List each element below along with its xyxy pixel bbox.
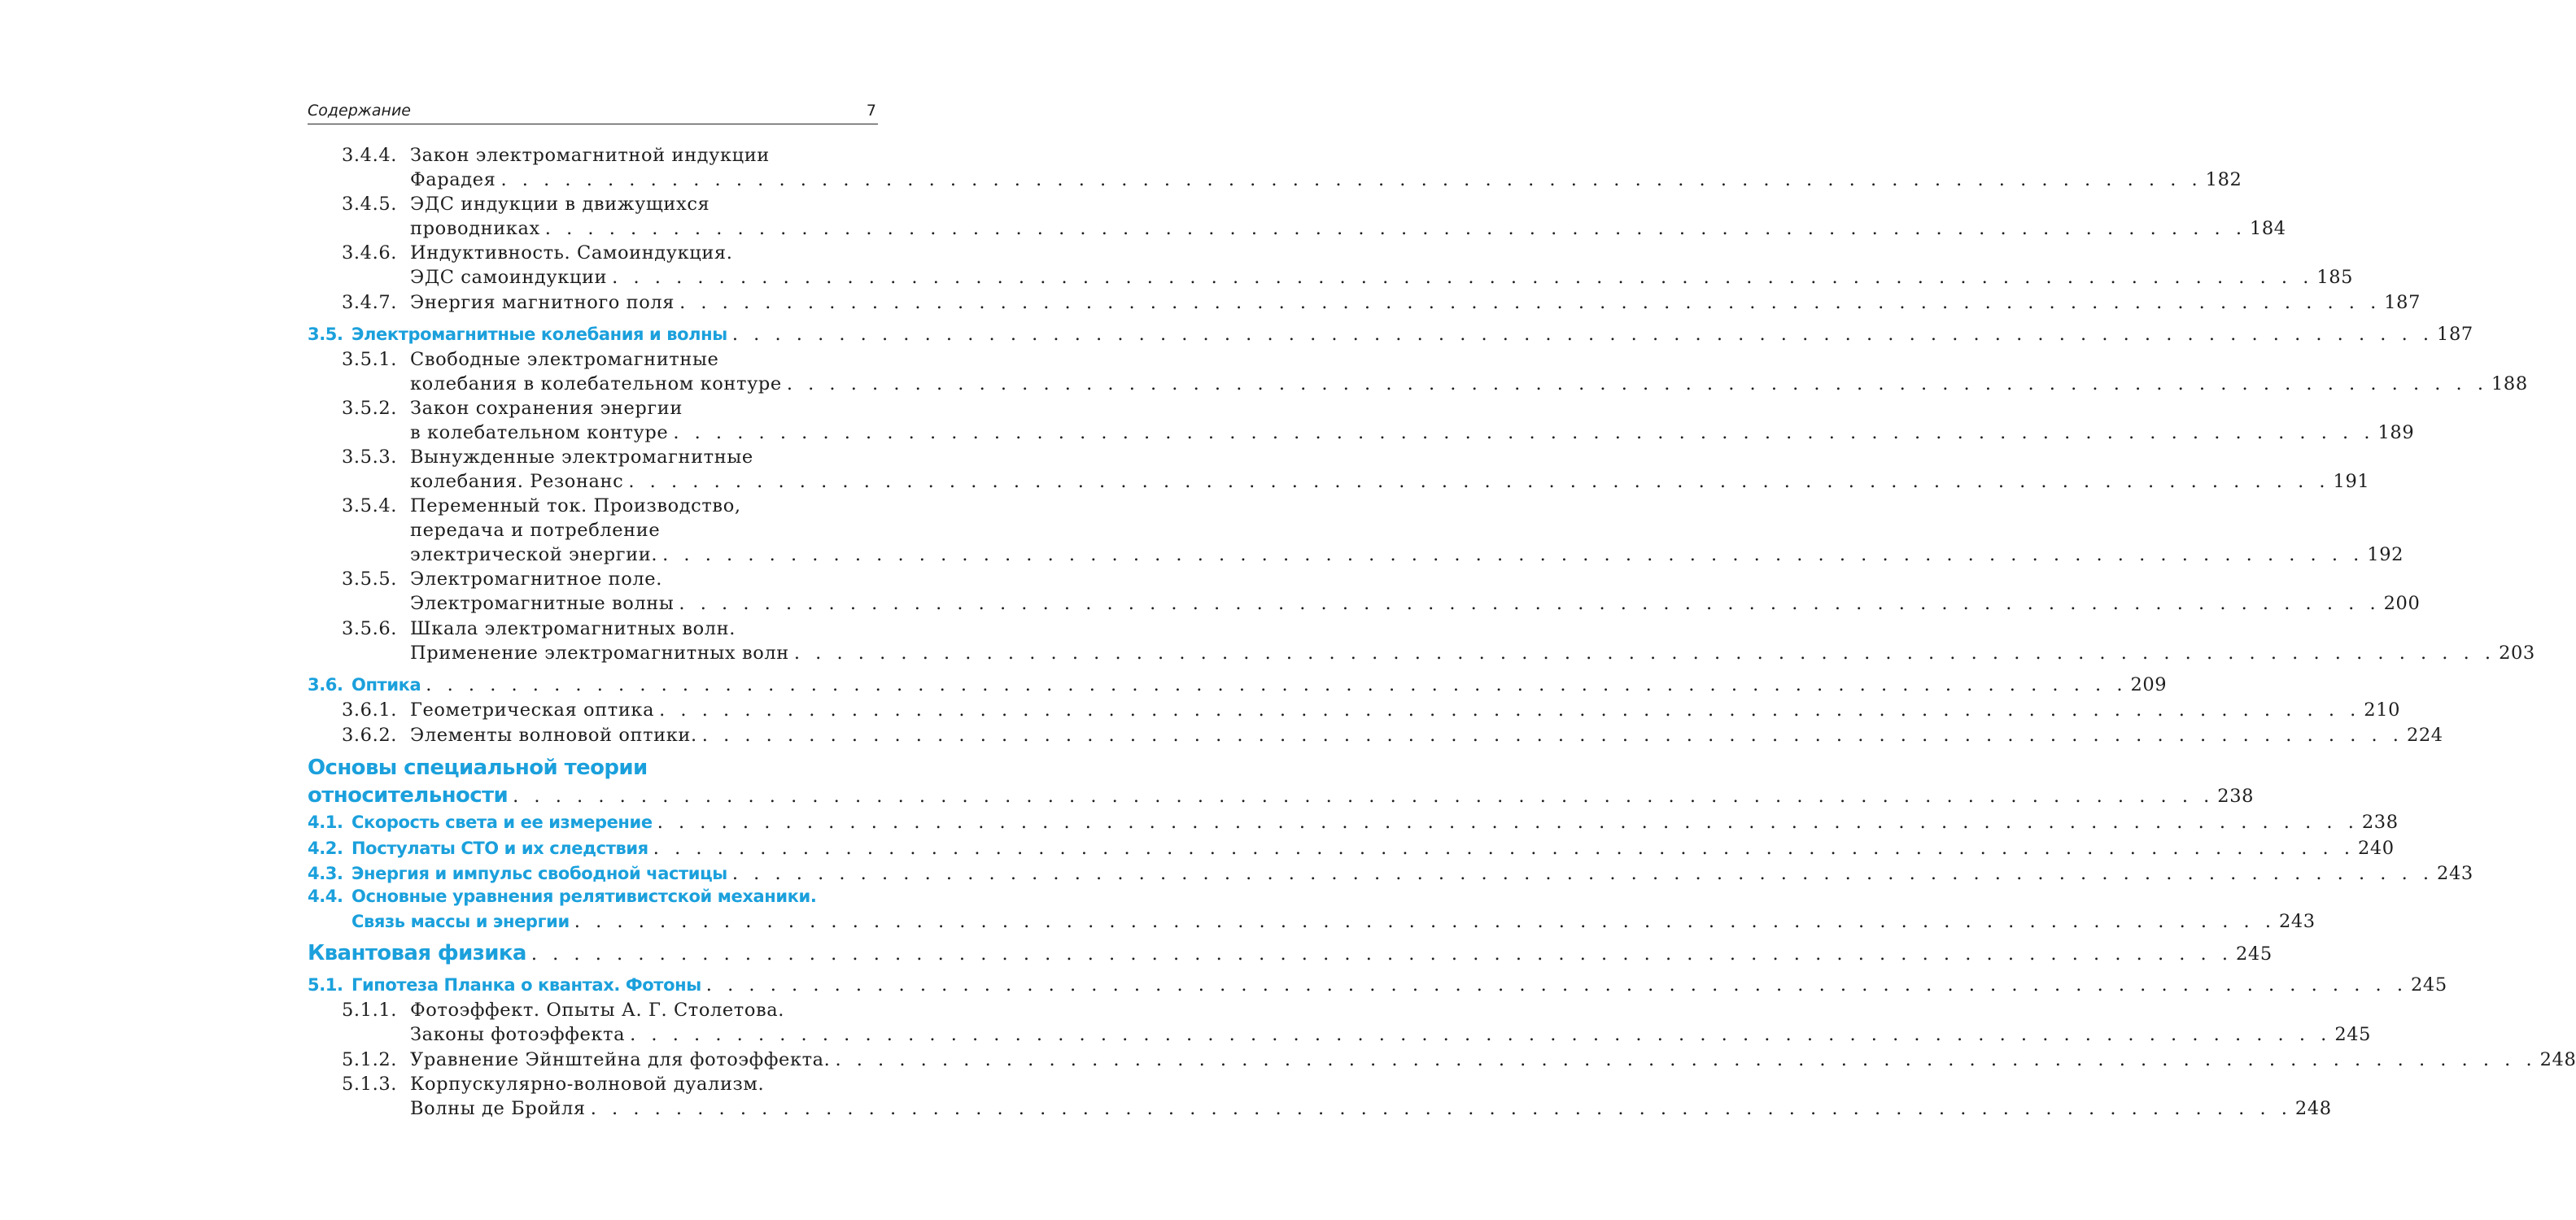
toc-entry-title: ЭДС индукции в движущихся	[410, 194, 710, 215]
toc-entry-sec[interactable]	[308, 673, 2168, 698]
toc-entry-title: Вынужденные электромагнитные	[410, 447, 753, 468]
dot-leader: . . . . . . . . . . . . . . . . . . . . . . . . . . . . . . . . . . . . . . . . . . . . . . . . . . . . . . . . . . . . . . . . . . . . . . . . . . . . . . . .	[662, 544, 2364, 566]
toc-entry-line	[308, 909, 2316, 935]
toc-entry-number: 4.4.	[308, 887, 343, 906]
toc-entry-line	[308, 265, 2354, 290]
toc-entry-number: 3.4.5.	[342, 194, 398, 215]
toc-entry-chap[interactable]	[308, 939, 2273, 967]
toc-entry-page: 248	[2294, 1098, 2332, 1120]
toc-entry-title: Связь массы и энергии	[351, 912, 570, 931]
toc-entry-title: Энергия и импульс свободной частицы	[351, 864, 727, 883]
toc-entry-number: 3.4.4.	[342, 145, 398, 166]
toc-entry-sub[interactable]	[308, 1048, 2576, 1072]
toc-entry-number: 3.6.2.	[342, 725, 398, 746]
toc-entry-title: Индуктивность. Самоиндукция.	[410, 242, 733, 264]
toc-entry-title: колебания. Резонанс	[410, 471, 624, 493]
toc-entry-sec[interactable]	[308, 836, 2395, 861]
dot-leader: . . . . . . . . . . . . . . . . . . . . . . . . . . . . . . . . . . . . . . . . . . . . . . . . . . . . . . . . . . . . . . . . . . . . . . . . . . . . . . . .	[513, 786, 2215, 807]
toc-entry-sub[interactable]	[308, 241, 2354, 290]
toc-entry-page: 238	[2217, 786, 2255, 807]
toc-entry-page: 245	[2334, 1024, 2372, 1046]
toc-entry-title: Оптика	[351, 675, 421, 695]
dot-leader: . . . . . . . . . . . . . . . . . . . . . . . . . . . . . . . . . . . . . . . . . . . . . . . . . . . . . . . . . . . . . . . . . . . . . . . . . . . . . . . .	[786, 373, 2489, 395]
toc-entry-line	[308, 396, 878, 420]
toc-entry-title: Электромагнитные колебания и волны	[351, 325, 727, 344]
toc-entry-page: 245	[2236, 943, 2273, 965]
toc-entry-title: Основы специальной теории	[308, 756, 648, 780]
toc-entry-line	[308, 290, 2421, 315]
toc-entry-sec[interactable]	[308, 884, 2316, 935]
toc-entry-line	[308, 542, 2404, 567]
toc-entry-number: 3.5.2.	[342, 398, 398, 419]
dot-leader: . . . . . . . . . . . . . . . . . . . . . . . . . . . . . . . . . . . . . . . . . . . . . . . . . . . . . . . . . . . . . . . . . . . . . . . . . . . . . . . .	[701, 725, 2404, 746]
toc-entry-title: Законы фотоэффекта	[410, 1024, 626, 1046]
dot-leader: . . . . . . . . . . . . . . . . . . . . . . . . . . . . . . . . . . . . . . . . . . . . . . . . . . . . . . . . . . . . . . . . . . . . . . . . . . . . . . . .	[426, 674, 2128, 695]
toc-entry-number: 5.1.2.	[342, 1049, 398, 1070]
toc-entry-page: 209	[2130, 674, 2168, 695]
toc-entry-page: 224	[2406, 725, 2443, 746]
toc-entry-page: 188	[2491, 373, 2528, 395]
toc-entry-line	[308, 1072, 878, 1096]
toc-entry-page: 185	[2316, 267, 2354, 289]
toc-entry-line	[308, 216, 2286, 241]
toc-entry-page: 210	[2364, 699, 2401, 721]
toc-entry-number: 4.2.	[308, 839, 343, 858]
toc-entry-line	[308, 698, 2401, 722]
toc-entry-number: 3.5.4.	[342, 495, 398, 516]
dot-leader: . . . . . . . . . . . . . . . . . . . . . . . . . . . . . . . . . . . . . . . . . . . . . . . . . . . . . . . . . . . . . . . . . . . . . . . . . . . . . . . .	[679, 593, 2381, 615]
dot-leader: . . . . . . . . . . . . . . . . . . . . . . . . . . . . . . . . . . . . . . . . . . . . . . . . . . . . . . . . . . . . . . . . . . . . . . . . . . . . . . . .	[835, 1049, 2537, 1070]
toc-entry-line	[308, 518, 878, 542]
toc-entry-title: Закон сохранения энергии	[410, 398, 683, 419]
dot-leader: . . . . . . . . . . . . . . . . . . . . . . . . . . . . . . . . . . . . . . . . . . . . . . . . . . . . . . . . . . . . . . . . . . . . . . . . . . . . . . . .	[673, 422, 2375, 444]
toc-entry-number: 3.5.1.	[342, 349, 398, 370]
toc-entry-line	[308, 420, 2415, 445]
running-header	[308, 99, 878, 124]
toc-entry-line	[308, 673, 2168, 698]
toc-entry-line	[308, 445, 878, 469]
toc-entry-line	[308, 641, 2535, 665]
toc-entry-sub[interactable]	[308, 998, 2372, 1047]
toc-entry-title: Скорость света и ее измерение	[351, 813, 653, 832]
dot-leader: . . . . . . . . . . . . . . . . . . . . . . . . . . . . . . . . . . . . . . . . . . . . . . . . . . . . . . . . . . . . . . . . . . . . . . . . . . . . . . . .	[574, 911, 2276, 932]
toc-entry-title: Свободные электромагнитные	[410, 349, 719, 370]
toc-entry-line	[308, 782, 2255, 809]
toc-entry-page: 243	[2437, 863, 2473, 884]
toc-entry-page: 245	[2410, 974, 2447, 996]
toc-entry-number: 4.1.	[308, 813, 343, 832]
toc-entry-sub[interactable]	[308, 290, 2421, 315]
toc-entry-page: 189	[2377, 422, 2415, 444]
toc-entry-title: Закон электромагнитной индукции	[410, 145, 770, 166]
toc-entry-title: Шкала электромагнитных волн.	[410, 618, 736, 639]
toc-entry-page: 243	[2278, 911, 2316, 932]
toc-entry-number: 3.4.7.	[342, 292, 398, 313]
toc-entry-sec[interactable]	[308, 322, 2473, 347]
dot-leader: . . . . . . . . . . . . . . . . . . . . . . . . . . . . . . . . . . . . . . . . . . . . . . . . . . . . . . . . . . . . . . . . . . . . . . . . . . . . . . . .	[659, 699, 2361, 721]
dot-leader: . . . . . . . . . . . . . . . . . . . . . . . . . . . . . . . . . . . . . . . . . . . . . . . . . . . . . . . . . . . . . . . . . . . . . . . . . . . . . . . .	[653, 838, 2355, 859]
toc-entry-line	[308, 723, 2443, 747]
toc-entry-page: 240	[2357, 838, 2395, 859]
toc-entry-title: в колебательном контуре	[410, 422, 669, 444]
toc-entry-line	[308, 861, 2473, 887]
toc-entry-number: 3.5.6.	[342, 618, 398, 639]
toc-entry-sub[interactable]	[308, 347, 2528, 396]
toc-entry-line	[308, 1022, 2372, 1047]
toc-entry-number: 3.5.5.	[342, 569, 398, 590]
toc-entry-line	[308, 884, 878, 909]
toc-entry-line	[308, 998, 878, 1022]
toc-entry-title: Гипотеза Планка о квантах. Фотоны	[351, 975, 701, 995]
toc-entry-sub[interactable]	[308, 698, 2401, 722]
toc-entry-title: Уравнение Эйнштейна для фотоэффекта.	[410, 1049, 831, 1070]
toc-entry-line	[308, 836, 2395, 861]
toc-entry-sub[interactable]	[308, 1072, 2332, 1121]
dot-leader: . . . . . . . . . . . . . . . . . . . . . . . . . . . . . . . . . . . . . . . . . . . . . . . . . . . . . . . . . . . . . . . . . . . . . . . . . . . . . . . .	[731, 863, 2434, 884]
dot-leader: . . . . . . . . . . . . . . . . . . . . . . . . . . . . . . . . . . . . . . . . . . . . . . . . . . . . . . . . . . . . . . . . . . . . . . . . . . . . . . . .	[590, 1098, 2292, 1120]
toc-entry-line	[308, 617, 878, 641]
toc-entry-title: Фарадея	[410, 169, 496, 191]
toc-entry-sub[interactable]	[308, 445, 2370, 494]
toc-entry-title: Электромагнитные волны	[410, 593, 675, 615]
toc-entry-sub[interactable]	[308, 396, 2415, 445]
dot-leader: . . . . . . . . . . . . . . . . . . . . . . . . . . . . . . . . . . . . . . . . . . . . . . . . . . . . . . . . . . . . . . . . . . . . . . . . . . . . . . . .	[628, 471, 2330, 493]
toc-entry-title: Применение электромагнитных волн	[410, 643, 789, 664]
dot-leader: . . . . . . . . . . . . . . . . . . . . . . . . . . . . . . . . . . . . . . . . . . . . . . . . . . . . . . . . . . . . . . . . . . . . . . . . . . . . . . . .	[731, 324, 2434, 345]
toc-entry-title: колебания в колебательном контуре	[410, 373, 782, 395]
dot-leader: . . . . . . . . . . . . . . . . . . . . . . . . . . . . . . . . . . . . . . . . . . . . . . . . . . . . . . . . . . . . . . . . . . . . . . . . . . . . . . . .	[630, 1024, 2332, 1046]
toc-entry-number: 3.6.1.	[342, 699, 398, 721]
toc-entry-title: Фотоэффект. Опыты А. Г. Столетова.	[410, 1000, 785, 1021]
toc-entry-line	[308, 494, 878, 518]
toc-entry-title: Энергия магнитного поля	[410, 292, 675, 313]
toc-entry-title: Квантовая физика	[308, 941, 526, 965]
toc-entry-title: Корпускулярно-волновой дуализм.	[410, 1074, 765, 1095]
toc-entry-sub[interactable]	[308, 143, 2242, 192]
toc-entry-line	[308, 754, 878, 782]
toc-entry-line	[308, 143, 878, 168]
running-header-title: Содержание	[308, 102, 411, 120]
toc-entry-line	[308, 168, 2242, 192]
toc-entry-number: 3.4.6.	[342, 242, 398, 264]
toc-entry-title: Элементы волновой оптики.	[410, 725, 697, 746]
toc-entry-page: 200	[2383, 593, 2421, 615]
toc-entry-title: передача и потребление	[410, 520, 661, 542]
toc-entry-sub[interactable]	[308, 723, 2443, 747]
dot-leader: . . . . . . . . . . . . . . . . . . . . . . . . . . . . . . . . . . . . . . . . . . . . . . . . . . . . . . . . . . . . . . . . . . . . . . . . . . . . . . . .	[679, 292, 2382, 313]
toc-entry-sec[interactable]	[308, 861, 2473, 887]
toc-entry-sub[interactable]	[308, 617, 2535, 665]
dot-leader: . . . . . . . . . . . . . . . . . . . . . . . . . . . . . . . . . . . . . . . . . . . . . . . . . . . . . . . . . . . . . . . . . . . . . . . . . . . . . . . .	[793, 643, 2496, 664]
toc-entry-line	[308, 1096, 2332, 1121]
toc-entry-page: 187	[2384, 292, 2421, 313]
toc-entry-chap[interactable]	[308, 754, 2255, 809]
dot-leader: . . . . . . . . . . . . . . . . . . . . . . . . . . . . . . . . . . . . . . . . . . . . . . . . . . . . . . . . . . . . . . . . . . . . . . . . . . . . . . . .	[500, 169, 2203, 191]
page-number: 7	[866, 102, 876, 120]
toc-entry-number: 5.1.3.	[342, 1074, 398, 1095]
toc-entry-line	[308, 591, 2421, 616]
toc-entry-title: электрической энергии.	[410, 544, 658, 566]
toc-entry-line	[308, 1048, 2576, 1072]
toc-entry-page: 191	[2333, 471, 2370, 493]
toc-entry-number: 4.3.	[308, 864, 343, 883]
toc-entry-line	[308, 469, 2370, 494]
dot-leader: . . . . . . . . . . . . . . . . . . . . . . . . . . . . . . . . . . . . . . . . . . . . . . . . . . . . . . . . . . . . . . . . . . . . . . . . . . . . . . . .	[705, 974, 2408, 996]
toc-entry-page: 238	[2361, 812, 2399, 833]
toc-entry-title: Геометрическая оптика	[410, 699, 655, 721]
toc-entry-line	[308, 939, 2273, 967]
toc-entry-page: 182	[2205, 169, 2242, 191]
toc-entry-title: Волны де Бройля	[410, 1098, 586, 1120]
toc-entry-sub[interactable]	[308, 192, 2286, 241]
toc-entry-number: 5.1.	[308, 975, 343, 995]
toc-entry-sec[interactable]	[308, 973, 2447, 998]
toc-entry-sub[interactable]	[308, 494, 2404, 568]
toc-entry-number: 3.6.	[308, 675, 343, 695]
dot-leader: . . . . . . . . . . . . . . . . . . . . . . . . . . . . . . . . . . . . . . . . . . . . . . . . . . . . . . . . . . . . . . . . . . . . . . . . . . . . . . . .	[544, 218, 2246, 240]
toc-entry-title: Основные уравнения релятивистской механики.	[351, 887, 817, 906]
toc-entry-title: Переменный ток. Производство,	[410, 495, 741, 516]
toc-entry-line	[308, 192, 878, 216]
toc-entry-page: 248	[2539, 1049, 2576, 1070]
toc-entry-sec[interactable]	[308, 810, 2399, 835]
toc-entry-title: относительности	[308, 783, 509, 808]
toc-entry-number: 3.5.3.	[342, 447, 398, 468]
dot-leader: . . . . . . . . . . . . . . . . . . . . . . . . . . . . . . . . . . . . . . . . . . . . . . . . . . . . . . . . . . . . . . . . . . . . . . . . . . . . . . . .	[530, 943, 2233, 965]
toc-entry-title: Постулаты СТО и их следствия	[351, 839, 648, 858]
toc-entry-line	[308, 372, 2528, 396]
toc-entry-title: проводниках	[410, 218, 540, 240]
toc-entry-number: 5.1.1.	[342, 1000, 398, 1021]
toc-entry-page: 203	[2499, 643, 2535, 664]
toc-entry-line	[308, 810, 2399, 835]
toc-entry-page: 184	[2249, 218, 2286, 240]
toc-entry-line	[308, 973, 2447, 998]
toc-entry-page: 192	[2367, 544, 2404, 566]
toc-entry-line	[308, 567, 878, 591]
toc-entry-line	[308, 347, 878, 372]
toc-entry-title: ЭДС самоиндукции	[410, 267, 608, 289]
toc-entry-number: 3.5.	[308, 325, 343, 344]
toc-entry-line	[308, 241, 878, 265]
toc-entry-sub[interactable]	[308, 567, 2421, 616]
toc-entry-page: 187	[2437, 324, 2473, 345]
toc-entry-line	[308, 322, 2473, 347]
toc-entry-title: Электромагнитное поле.	[410, 569, 662, 590]
dot-leader: . . . . . . . . . . . . . . . . . . . . . . . . . . . . . . . . . . . . . . . . . . . . . . . . . . . . . . . . . . . . . . . . . . . . . . . . . . . . . . . .	[657, 812, 2359, 833]
dot-leader: . . . . . . . . . . . . . . . . . . . . . . . . . . . . . . . . . . . . . . . . . . . . . . . . . . . . . . . . . . . . . . . . . . . . . . . . . . . . . . . .	[612, 267, 2314, 289]
